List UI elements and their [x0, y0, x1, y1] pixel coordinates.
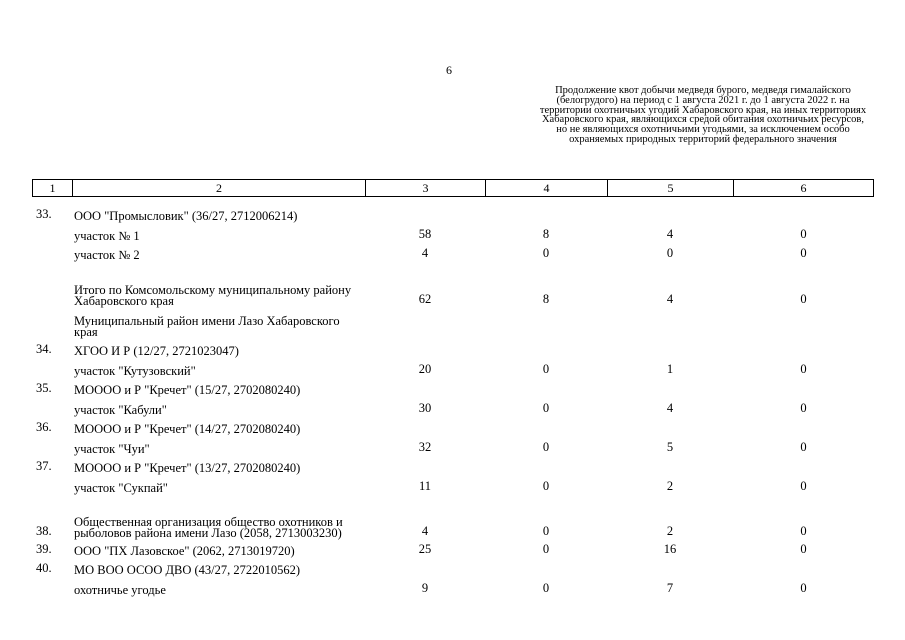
table-row: [32, 376, 874, 395]
value-col-4: 0: [542, 440, 550, 454]
row-number: 38.: [36, 524, 52, 538]
table-row: [32, 395, 874, 415]
table-row: [32, 415, 874, 434]
value-col-4: 0: [542, 401, 550, 415]
value-col-5: 7: [666, 581, 674, 595]
value-col-3: 32: [418, 440, 432, 454]
value-col-3: 4: [421, 246, 429, 260]
row-number: 33.: [36, 207, 52, 221]
row-name: МОООО и Р "Кречет" (15/27, 2702080240): [74, 382, 301, 397]
row-name: ХГОО И Р (12/27, 2721023047): [74, 343, 239, 358]
table-row: [32, 434, 874, 454]
value-col-3: 11: [418, 479, 432, 493]
row-number: 35.: [36, 381, 52, 395]
table-row: [32, 538, 874, 556]
row-name: участок "Кутузовский": [74, 363, 196, 378]
table-row: [32, 356, 874, 376]
value-col-4: 0: [542, 542, 550, 556]
page-number: 6: [446, 63, 452, 77]
value-col-6: 0: [800, 246, 807, 260]
row-number: 34.: [36, 342, 52, 356]
value-col-5: 0: [666, 246, 674, 260]
table-row: [32, 241, 874, 260]
table-row: [32, 473, 874, 493]
row-name: участок № 1: [74, 228, 140, 243]
value-col-6: 0: [800, 479, 807, 493]
value-col-3: 9: [421, 581, 429, 595]
value-col-6: 0: [800, 440, 807, 454]
value-col-3: 62: [418, 292, 432, 306]
table-row: [32, 454, 874, 473]
value-col-6: 0: [800, 542, 807, 556]
table-row: [32, 221, 874, 241]
value-col-5: 5: [666, 440, 674, 454]
value-col-5: 2: [666, 524, 674, 538]
header-col-2: 2: [73, 180, 366, 196]
table-header: [32, 179, 874, 197]
value-col-3: 20: [418, 362, 432, 376]
row-number: 39.: [36, 542, 52, 556]
value-col-6: 0: [800, 524, 807, 538]
value-col-6: 0: [800, 581, 807, 595]
row-name: МОООО и Р "Кречет" (14/27, 2702080240): [74, 421, 301, 436]
header-col-4: 4: [486, 180, 608, 196]
value-col-4: 0: [542, 581, 550, 595]
value-col-6: 0: [800, 362, 807, 376]
row-name: Итого по Комсомольскому муниципальному району Хабаровского края: [74, 283, 352, 308]
table-row: [32, 337, 874, 356]
value-col-5: 4: [666, 227, 674, 241]
row-number: 40.: [36, 561, 52, 575]
table-body: [32, 203, 874, 595]
header-col-3: 3: [366, 180, 486, 196]
header-col-6: 6: [800, 181, 807, 195]
value-col-4: 8: [542, 292, 550, 306]
value-col-5: 4: [666, 401, 674, 415]
row-name: Муниципальный район имени Лазо Хабаровского края: [74, 314, 340, 339]
row-name: участок "Чуи": [74, 441, 150, 456]
value-col-6: 0: [800, 292, 807, 306]
row-name: ООО "Промысловик" (36/27, 2712006214): [74, 208, 298, 223]
row-name: охотничье угодье: [74, 582, 166, 597]
table-row: [32, 203, 874, 221]
table-row: [32, 306, 874, 337]
value-col-3: 4: [421, 524, 429, 538]
value-col-4: 0: [542, 524, 550, 538]
row-name: участок "Сукпай": [74, 480, 168, 495]
value-col-5: 4: [666, 292, 674, 306]
value-col-5: 16: [663, 542, 677, 556]
table-caption: Продолжение квот добычи медведя бурого, медведя гималайского (белогрудого) на период с 1 августа 2021 г. до 1 августа 2022 г. на территории охотничьих угодий Хабаровского края, на иных территориях Хабаровского края, являющихся средой обитания охотничьих ресурсов, но не являющихся охотничьими угодьями, за исключением особо охраняемых природных территорий федерального значения: [539, 85, 867, 145]
row-name: Общественная организация общество охотников и рыболовов района имени Лазо (2058, 2713003230): [74, 515, 343, 540]
value-col-3: 25: [418, 542, 432, 556]
table-row: [32, 260, 874, 306]
table-row: [32, 575, 874, 595]
row-name: ООО "ПХ Лазовское" (2062, 2713019720): [74, 543, 295, 558]
row-name: участок "Кабули": [74, 402, 167, 417]
row-number: 36.: [36, 420, 52, 434]
header-col-5: 5: [608, 180, 734, 196]
table-row: [32, 556, 874, 575]
row-number: 37.: [36, 459, 52, 473]
value-col-3: 58: [418, 227, 432, 241]
value-col-5: 2: [666, 479, 674, 493]
value-col-4: 0: [542, 362, 550, 376]
row-name: МО ВОО ОСОО ДВО (43/27, 2722010562): [74, 562, 301, 577]
value-col-4: 0: [542, 479, 550, 493]
table-row: [32, 493, 874, 538]
row-name: МОООО и Р "Кречет" (13/27, 2702080240): [74, 460, 301, 475]
value-col-4: 0: [542, 246, 550, 260]
value-col-6: 0: [800, 401, 807, 415]
value-col-4: 8: [542, 227, 550, 241]
value-col-3: 30: [418, 401, 432, 415]
value-col-5: 1: [666, 362, 674, 376]
value-col-6: 0: [800, 227, 807, 241]
row-name: участок № 2: [74, 247, 140, 262]
header-col-1: 1: [33, 180, 73, 196]
